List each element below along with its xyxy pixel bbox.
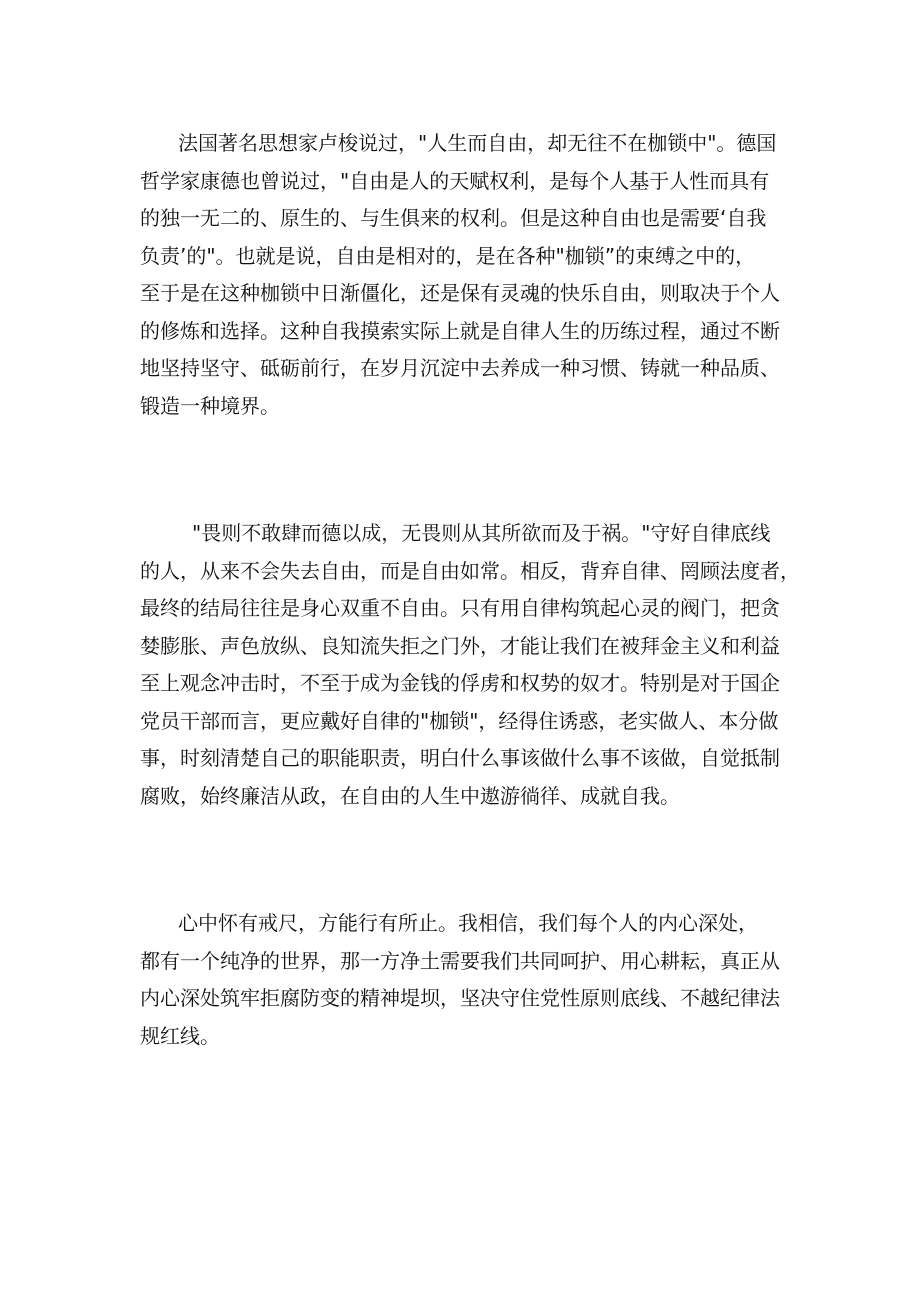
paragraph-line: 婪膨胀、声色放纵、良知流失拒之门外，才能让我们在被拜金主义和利益: [140, 633, 780, 658]
paragraph-line: 至于是在这种枷锁中日渐僵化，还是保有灵魂的快乐自由，则取决于个人: [140, 281, 780, 305]
paragraph-line: 的人，从来不会失去自由，而是自由如常。相反，背弃自律、罔顾法度者，: [140, 558, 800, 583]
paragraph-line: 哲学家康德也曾说过，"自由是人的天赋权利，是每个人基于人性而具有: [140, 168, 770, 193]
paragraph-line: 规红线。: [140, 1023, 220, 1048]
paragraph-line: 地坚持坚守、砥砺前行，在岁月沉淀中去养成一种习惯、铸就一种品质、: [140, 356, 780, 380]
paragraph-line: "畏则不敢肆而德以成，无畏则从其所欲而及于祸。"守好自律底线: [192, 521, 771, 545]
paragraph-line: 锻造一种境界。: [140, 393, 280, 418]
paragraph-2: [140, 515, 800, 815]
paragraph-line: 腐败，始终廉洁从政，在自由的人生中遨游徜徉、成就自我。: [140, 783, 680, 808]
paragraph-line: 至上观念冲击时，不至于成为金钱的俘虏和权势的奴才。特别是对于国企: [140, 671, 780, 695]
paragraph-line: 内心深处筑牢拒腐防变的精神堤坝，坚决守住党性原则底线、不越纪律法: [140, 986, 780, 1010]
paragraph-line: 党员干部而言，更应戴好自律的"枷锁"，经得住诱惑，老实做人、本分做: [140, 708, 779, 733]
paragraph-line: 的修炼和选择。这种自我摸索实际上就是自律人生的历练过程，通过不断: [140, 318, 780, 343]
paragraph-line: 负责’的"。也就是说，自由是相对的，是在各种"枷锁”的束缚之中的，: [140, 243, 756, 268]
paragraph-3: [140, 905, 780, 1055]
paragraph-1: [140, 125, 780, 425]
paragraph-line: 的独一无二的、原生的、与生俱来的权利。但是这种自由也是需要‘自我: [140, 206, 767, 230]
paragraph-line: 都有一个纯净的世界，那一方净土需要我们共同呵护、用心耕耘，真正从: [140, 948, 780, 973]
paragraph-line: 最终的结局往往是身心双重不自由。只有用自律构筑起心灵的阀门，把贪: [140, 596, 780, 620]
paragraph-line: 心中怀有戒尺，方能行有所止。我相信，我们每个人的内心深处，: [178, 911, 758, 935]
paragraph-line: 事，时刻清楚自己的职能职责，明白什么事该做什么事不该做，自觉抵制: [140, 746, 780, 770]
paragraph-line: 法国著名思想家卢梭说过，"人生而自由，却无往不在枷锁中"。德国: [178, 131, 777, 155]
